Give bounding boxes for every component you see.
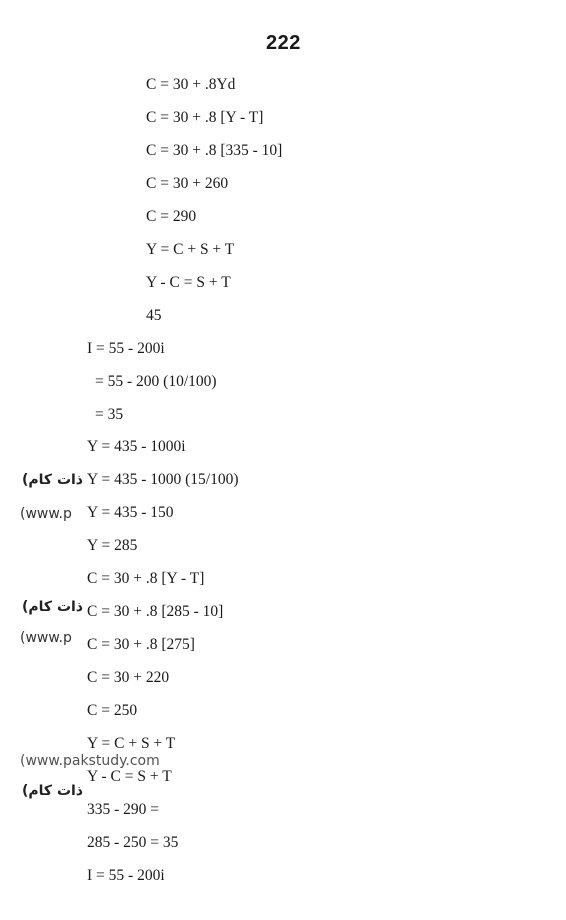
watermark-urdu: (ذات کام (22, 599, 83, 615)
equation-line: I = 55 - 200i (87, 867, 165, 884)
equation-line: Y = C + S + T (87, 735, 176, 752)
equation-line: C = 30 + .8 [Y - T] (87, 570, 205, 587)
equation-line: I = 55 - 200i (87, 340, 165, 357)
equation-line: C = 30 + 260 (146, 175, 229, 192)
equation-line: Y = 285 (87, 537, 138, 554)
watermark-url: (www.p (20, 630, 72, 646)
equation-line: C = 30 + .8 [275] (87, 636, 195, 653)
watermark-urdu: (ذات کام (22, 783, 83, 799)
equation-line: C = 30 + .8 [285 - 10] (87, 603, 224, 620)
equation-line: Y - C = S + T (87, 768, 172, 785)
watermark-url: (www.p (20, 506, 72, 522)
equation-line: Y = 435 - 1000i (87, 438, 186, 455)
equation-line: = 35 (95, 406, 124, 423)
equation-line: C = 30 + .8 [Y - T] (146, 109, 264, 126)
equation-line: Y = 435 - 150 (87, 504, 174, 521)
equation-line: C = 30 + 220 (87, 669, 170, 686)
equation-line: Y - C = S + T (146, 274, 231, 291)
equation-line: = 55 - 200 (10/100) (95, 373, 217, 390)
equation-line: C = 30 + .8Yd (146, 76, 236, 93)
watermark-urdu: (ذات کام (22, 472, 83, 488)
equation-line: Y = C + S + T (146, 241, 235, 258)
watermark-url: (www.pakstudy.com (20, 753, 160, 769)
equation-line: 285 - 250 = 35 (87, 834, 179, 851)
equation-line: C = 250 (87, 702, 138, 719)
equation-line: 335 - 290 = (87, 801, 160, 818)
equation-line: C = 30 + .8 [335 - 10] (146, 142, 283, 159)
equation-line: 45 (146, 307, 162, 324)
equation-line: C = 290 (146, 208, 197, 225)
page-number: 222 (266, 32, 301, 54)
equation-line: Y = 435 - 1000 (15/100) (87, 471, 239, 488)
